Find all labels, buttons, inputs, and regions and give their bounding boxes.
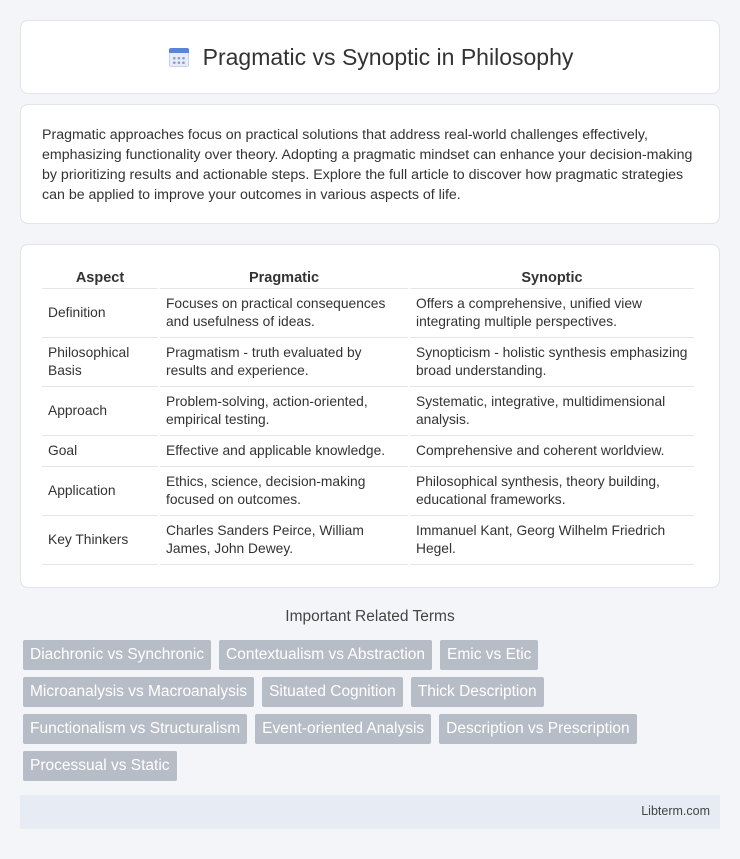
pragmatic-cell: Problem-solving, action-oriented, empirical testing. xyxy=(160,387,408,436)
aspect-cell: Key Thinkers xyxy=(42,516,158,565)
footer-brand[interactable]: Libterm.com xyxy=(641,804,710,818)
table-row xyxy=(42,387,694,436)
synoptic-cell: Systematic, integrative, multidimensional analysis. xyxy=(410,387,694,436)
synoptic-cell: Comprehensive and coherent worldview. xyxy=(410,436,694,467)
table-row xyxy=(42,338,694,387)
related-term-link[interactable]: Situated Cognition xyxy=(262,677,403,707)
pragmatic-cell: Ethics, science, decision-making focused on outcomes. xyxy=(160,467,408,516)
intro-text: Pragmatic approaches focus on practical solutions that address real-world challenges effectively, emphasizing functionality over theory. Adopting a pragmatic mindset can enhance your decision-making by prioritizing results and actionable steps. Explore the full article to discover how pragmatic strategies can be applied to improve your outcomes in various aspects of life. xyxy=(42,127,693,203)
synoptic-cell: Synopticism - holistic synthesis emphasizing broad understanding. xyxy=(410,338,694,387)
header-aspect: Aspect xyxy=(42,265,158,289)
related-term-link[interactable]: Event-oriented Analysis xyxy=(255,714,431,744)
table-header-row xyxy=(42,265,694,289)
page-title: Pragmatic vs Synoptic in Philosophy xyxy=(202,43,574,70)
comparison-table-card xyxy=(20,244,720,588)
aspect-cell: Application xyxy=(42,467,158,516)
aspect-cell: Goal xyxy=(42,436,158,467)
footer xyxy=(20,795,720,829)
related-term-link[interactable]: Functionalism vs Structuralism xyxy=(23,714,247,744)
aspect-cell: Philosophical Basis xyxy=(42,338,158,387)
aspect-cell: Approach xyxy=(42,387,158,436)
related-term-link[interactable]: Microanalysis vs Macroanalysis xyxy=(23,677,254,707)
table-row xyxy=(42,289,694,338)
table-row xyxy=(42,467,694,516)
related-term-link[interactable]: Diachronic vs Synchronic xyxy=(23,640,211,670)
synoptic-cell: Immanuel Kant, Georg Wilhelm Friedrich Hegel. xyxy=(410,516,694,565)
related-terms-title: Important Related Terms xyxy=(285,608,455,625)
table-row xyxy=(42,436,694,467)
aspect-cell: Definition xyxy=(42,289,158,338)
related-term-link[interactable]: Contextualism vs Abstraction xyxy=(219,640,432,670)
related-term-link[interactable]: Description vs Prescription xyxy=(439,714,636,744)
header-synoptic: Synoptic xyxy=(410,265,694,289)
pragmatic-cell: Effective and applicable knowledge. xyxy=(160,436,408,467)
intro-card xyxy=(20,104,720,224)
related-term-link[interactable]: Processual vs Static xyxy=(23,751,177,781)
related-term-link[interactable]: Emic vs Etic xyxy=(440,640,538,670)
related-terms-list xyxy=(23,640,723,788)
comparison-table xyxy=(40,265,696,565)
table-row xyxy=(42,516,694,565)
title-card xyxy=(20,20,720,94)
calendar-icon xyxy=(167,45,191,69)
related-term-link[interactable]: Thick Description xyxy=(411,677,544,707)
pragmatic-cell: Pragmatism - truth evaluated by results and experience. xyxy=(160,338,408,387)
synoptic-cell: Philosophical synthesis, theory building, educational frameworks. xyxy=(410,467,694,516)
pragmatic-cell: Focuses on practical consequences and usefulness of ideas. xyxy=(160,289,408,338)
pragmatic-cell: Charles Sanders Peirce, William James, John Dewey. xyxy=(160,516,408,565)
header-pragmatic: Pragmatic xyxy=(160,265,408,289)
synoptic-cell: Offers a comprehensive, unified view integrating multiple perspectives. xyxy=(410,289,694,338)
